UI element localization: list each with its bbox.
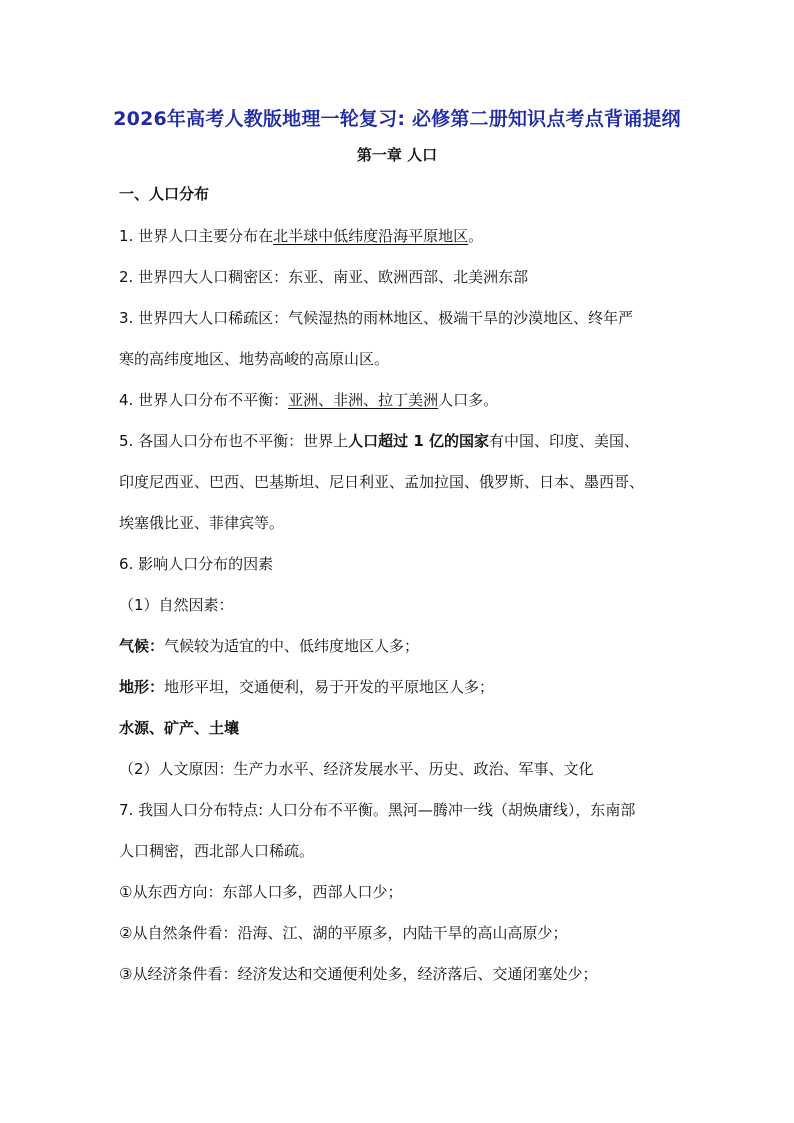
human-factors: （2）人文原因：生产力水平、经济发展水平、历史、政治、军事、文化 — [119, 760, 594, 778]
p5-suffix: 有中国、印度、美国、 — [488, 432, 639, 450]
paragraph-3-line-1: 3. 世界四大人口稀疏区：气候湿热的雨林地区、极端干旱的沙漠地区、终年严 — [119, 309, 634, 327]
terrain-text: 地形平坦，交通便利，易于开发的平原地区人多； — [164, 678, 495, 696]
p4-prefix: 4. 世界人口分布不平衡： — [119, 391, 289, 409]
terrain-line — [119, 674, 699, 700]
p1-underlined: 北半球中低纬度沿海平原地区 — [273, 227, 469, 245]
paragraph-7-line-2: 人口稠密，西北部人口稀疏。 — [119, 842, 315, 860]
natural-factors: （1）自然因素： — [119, 596, 234, 614]
paragraph-5-line-1 — [119, 428, 699, 454]
paragraph-7-line-1: 7. 我国人口分布特点: 人口分布不平衡。黑河—腾冲一线（胡焕庸线），东南部 — [119, 801, 636, 819]
paragraph-3-line-2: 寒的高纬度地区、地势高峻的高原山区。 — [119, 350, 390, 368]
p4-sep-1: 、 — [318, 391, 334, 409]
paragraph-2: 2. 世界四大人口稠密区：东亚、南亚、欧洲西部、北美洲东部 — [119, 268, 529, 286]
p4-latin-america: 拉丁美洲 — [378, 391, 439, 409]
paragraph-5-line-3: 埃塞俄比亚、菲律宾等。 — [119, 514, 285, 532]
p4-sep-2: 、 — [363, 391, 379, 409]
terrain-label: 地形： — [119, 678, 165, 696]
p1-prefix: 1. 世界人口主要分布在 — [119, 227, 274, 245]
document-title: 2026年高考人教版地理一轮复习: 必修第二册知识点考点背诵提纲 — [113, 108, 681, 130]
p4-suffix: 人口多。 — [438, 391, 499, 409]
characteristic-1: ①从东西方向：东部人口多，西部人口少； — [119, 883, 403, 901]
resources-heading: 水源、矿产、土壤 — [119, 719, 240, 737]
characteristic-3: ③从经济条件看：经济发达和交通便利处多，经济落后、交通闭塞处少； — [119, 965, 598, 983]
p4-africa: 非洲 — [333, 391, 364, 409]
paragraph-5-line-2: 印度尼西亚、巴西、巴基斯坦、尼日利亚、孟加拉国、俄罗斯、日本、墨西哥、 — [119, 473, 645, 491]
climate-label: 气候： — [119, 637, 165, 655]
p4-asia: 亚洲 — [288, 391, 319, 409]
paragraph-4 — [119, 387, 699, 413]
section-heading: 一、人口分布 — [119, 185, 210, 203]
paragraph-1 — [119, 223, 699, 249]
paragraph-6: 6. 影响人口分布的因素 — [119, 555, 274, 573]
climate-text: 气候较为适宜的中、低纬度地区人多； — [164, 637, 420, 655]
p5-bold: 人口超过 1 亿的国家 — [348, 432, 489, 450]
characteristic-2: ②从自然条件看：沿海、江、湖的平原多，内陆干旱的高山高原少； — [119, 924, 568, 942]
p1-suffix: 。 — [468, 227, 484, 245]
climate-line — [119, 633, 699, 659]
chapter-heading: 第一章 人口 — [356, 146, 438, 164]
p5-prefix: 5. 各国人口分布也不平衡：世界上 — [119, 432, 349, 450]
